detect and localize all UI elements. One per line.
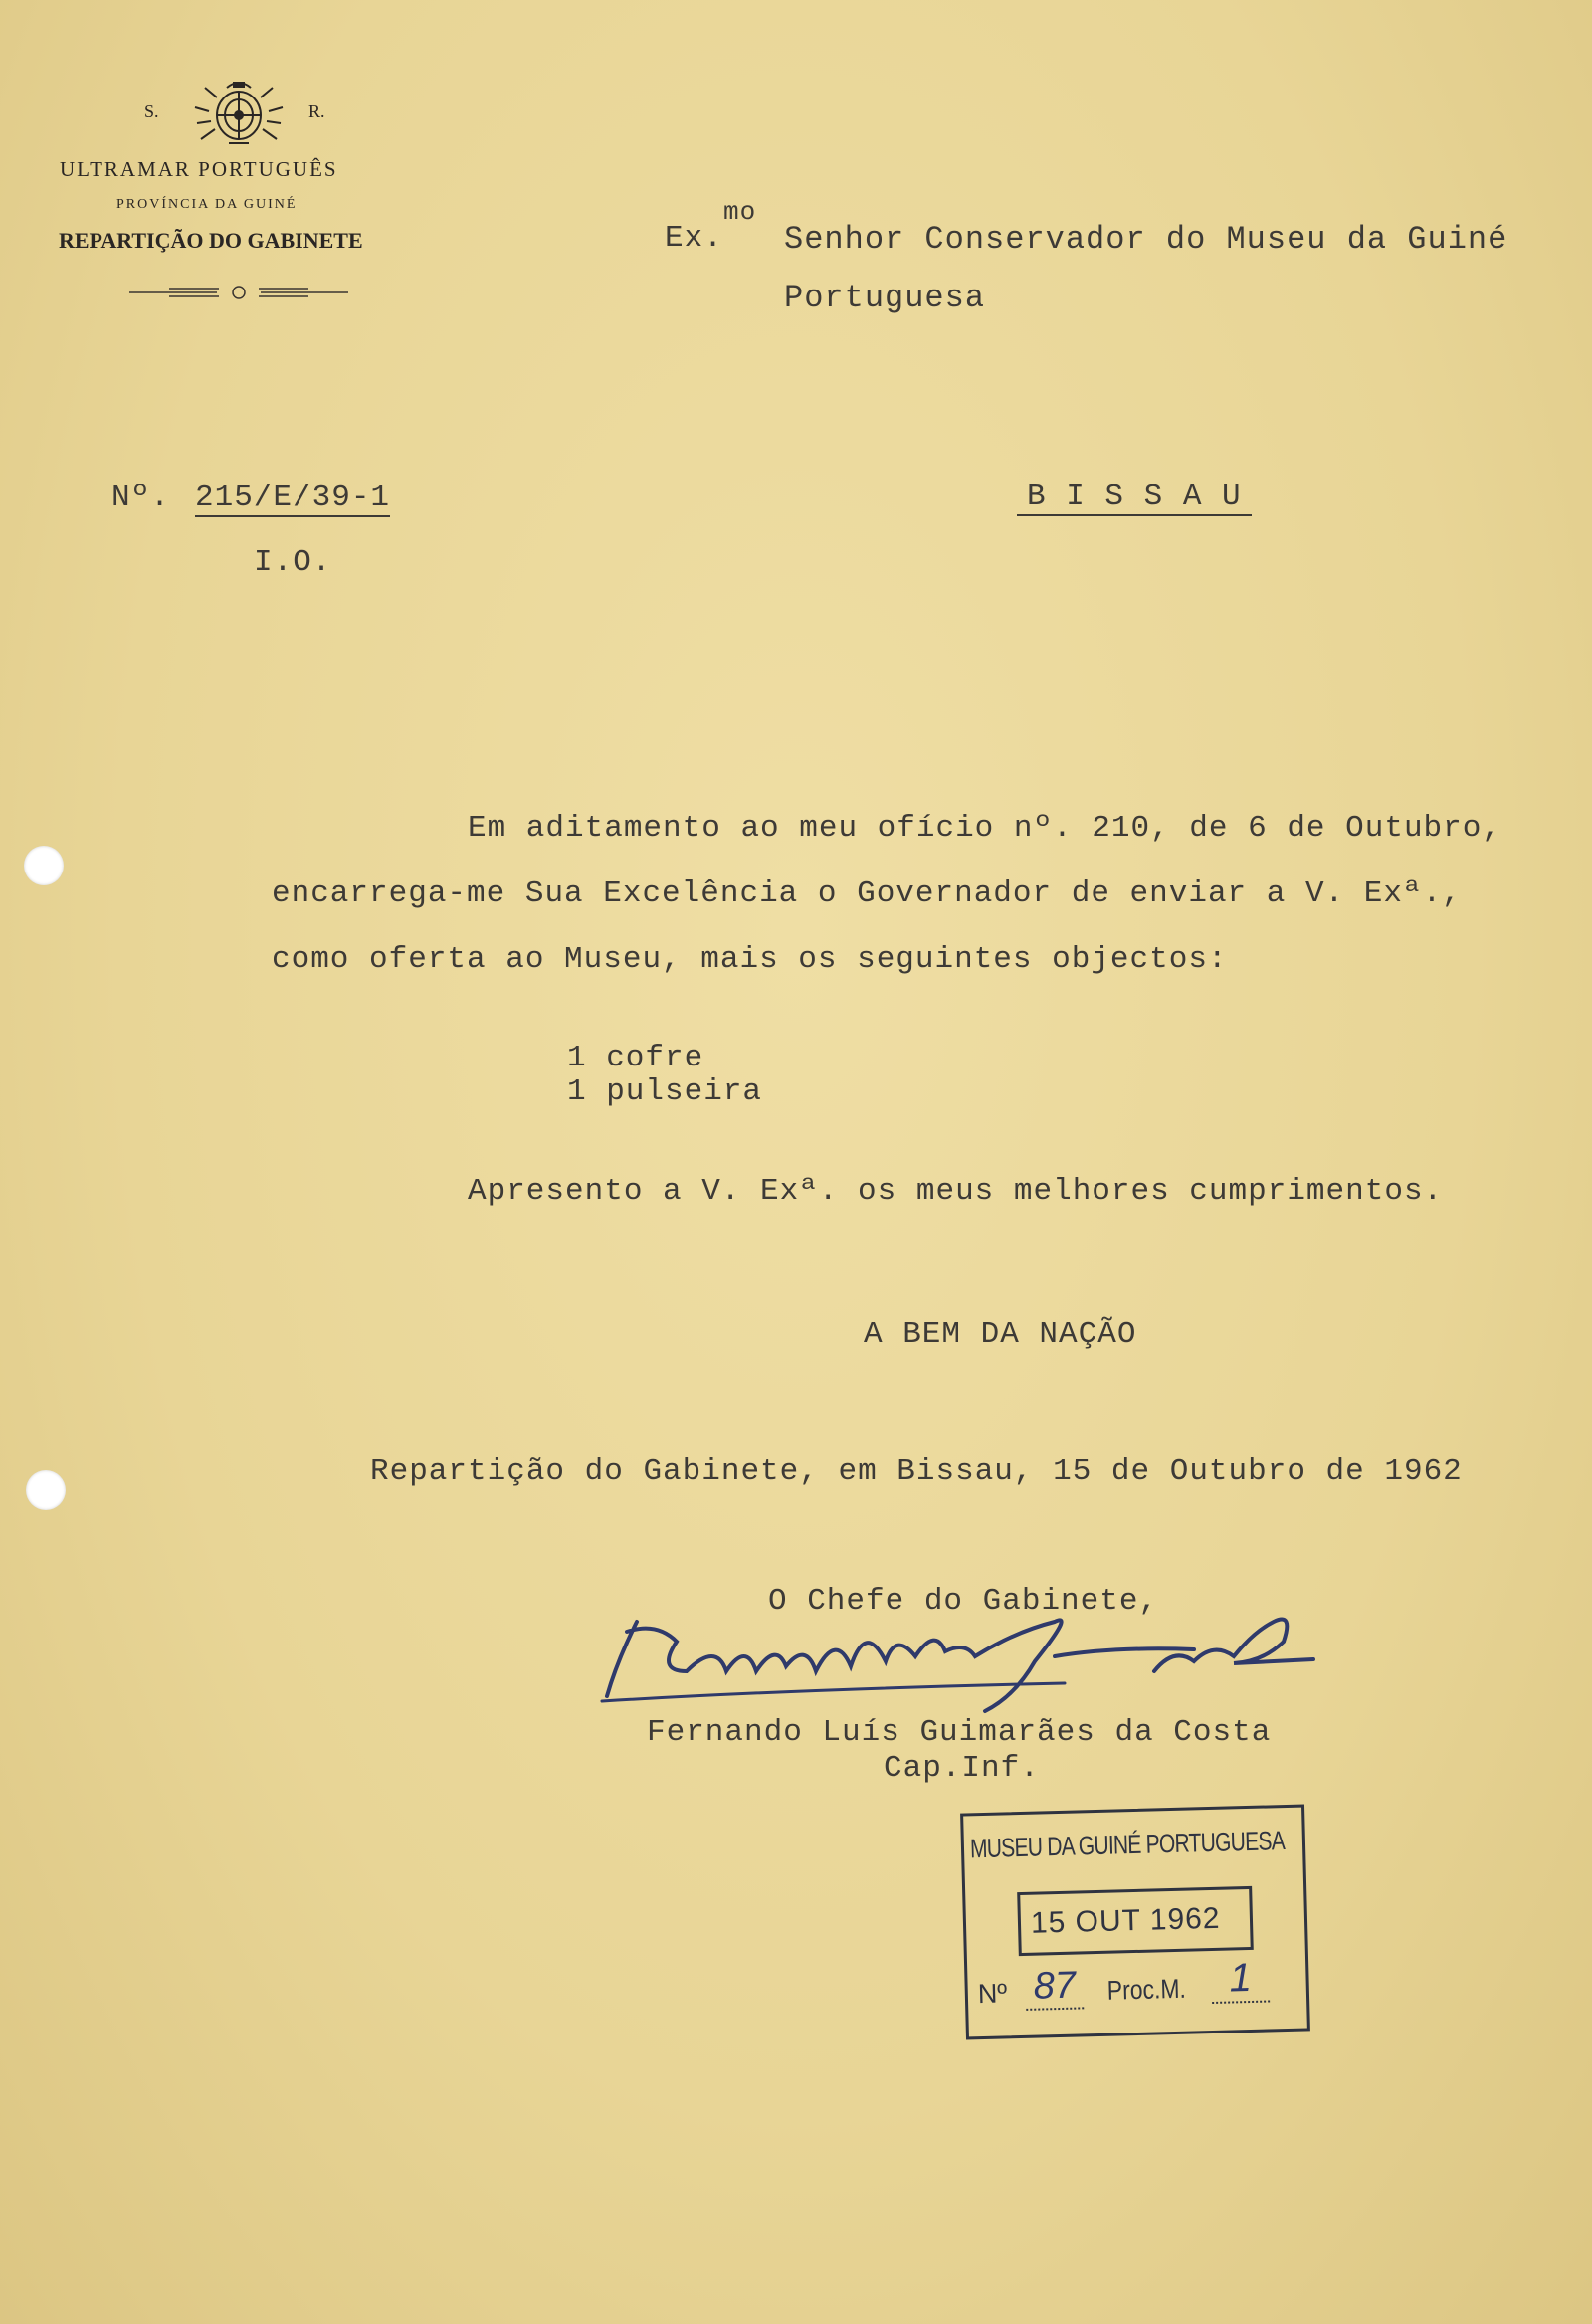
letterhead-right-letter: R. <box>308 101 325 121</box>
motto: A BEM DA NAÇÃO <box>864 1317 1137 1352</box>
addressee-line1: Senhor Conservador do Museu da Guiné <box>784 221 1508 258</box>
paragraph-line-3: como oferta ao Museu, mais os seguintes objectos: <box>272 942 1228 977</box>
city: B I S S A U <box>1017 480 1252 516</box>
letterhead-line2: PROVÍNCIA DA GUINÉ <box>116 197 298 212</box>
paragraph-line-2: encarrega-me Sua Excelência o Governador de enviar a V. Exª., <box>272 876 1462 911</box>
reference-number-value: 215/E/39-1 <box>195 481 391 515</box>
letterhead-line3: REPARTIÇÃO DO GABINETE <box>59 228 363 253</box>
stamp-date-box <box>1017 1886 1254 1956</box>
list-item: 1 cofre <box>567 1041 704 1075</box>
punch-hole-bottom <box>26 1470 66 1510</box>
stamp-number-value: 87 <box>1025 1964 1084 2011</box>
signatory-name: Fernando Luís Guimarães da Costa <box>647 1715 1272 1750</box>
letterhead-left-letter: S. <box>144 101 159 121</box>
place-date: Repartição do Gabinete, em Bissau, 15 de Outubro de 1962 <box>370 1454 1463 1489</box>
paragraph-line-1: Em aditamento ao meu ofício nº. 210, de 6 de Outubro, <box>468 811 1501 846</box>
addressee-salutation: Ex. <box>665 221 723 256</box>
signature-title: O Chefe do Gabinete, <box>768 1584 1159 1619</box>
closing-line: Apresento a V. Exª. os meus melhores cumprimentos. <box>468 1174 1444 1209</box>
stamp-proc-label: Proc.M. <box>1106 1973 1187 2006</box>
reference-sub: I.O. <box>254 545 332 580</box>
punch-hole-top <box>24 846 64 885</box>
coat-of-arms-icon <box>189 78 289 151</box>
stamp-number-label: Nº <box>977 1978 1008 2010</box>
stamp-date: 15 OUT 1962 <box>1030 1901 1221 1940</box>
ornament-divider-icon <box>129 285 348 300</box>
letterhead-line1: ULTRAMAR PORTUGUÊS <box>60 157 338 181</box>
museum-stamp <box>960 1805 1310 2040</box>
handwritten-signature-icon <box>597 1602 1323 1721</box>
addressee-line2: Portuguesa <box>784 280 986 316</box>
addressee-superscript: mo <box>723 197 757 227</box>
list-item: 1 pulseira <box>567 1074 763 1109</box>
stamp-proc-value: 1 <box>1211 1955 1270 2004</box>
reference-number-label: Nº. <box>111 481 170 515</box>
signatory-rank: Cap.Inf. <box>884 1751 1040 1786</box>
stamp-header: MUSEU DA GUINÉ PORTUGUESA <box>969 1826 1286 1864</box>
